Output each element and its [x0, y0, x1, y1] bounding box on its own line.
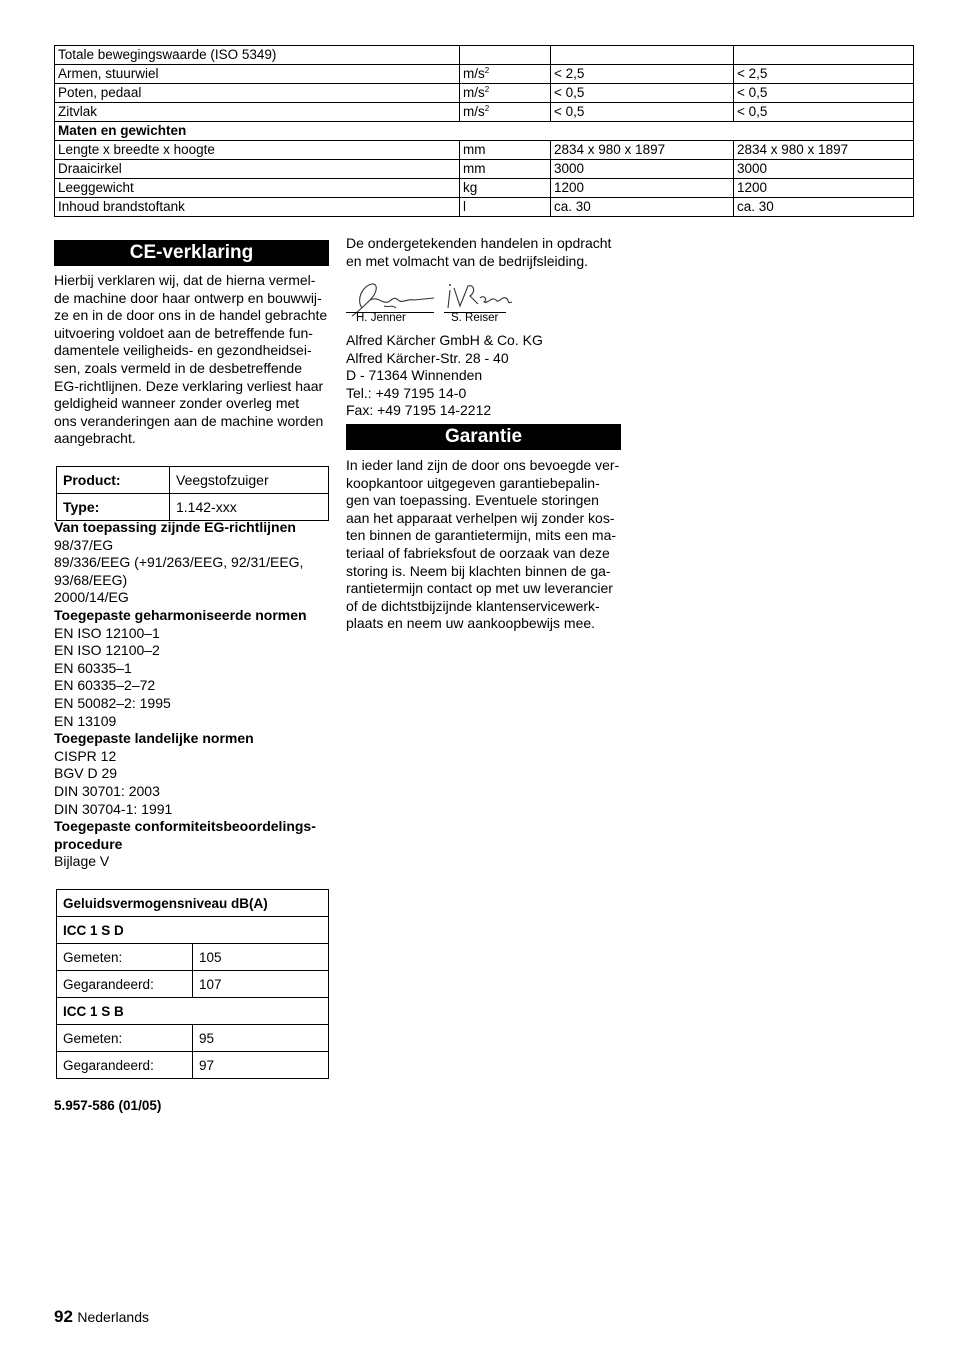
- spec-value-2: [734, 160, 914, 179]
- spec-value-1: [551, 65, 734, 84]
- ce-intro-line: EG-richtlijnen. Deze verklaring verliest haar: [54, 377, 324, 394]
- spec-label-text: Totale bewegingswaarde (ISO 5349): [58, 47, 277, 62]
- noise-group-row: [57, 998, 329, 1025]
- spec-value-1-text: < 0,5: [554, 85, 585, 100]
- spec-value-1-text: ca. 30: [554, 199, 591, 214]
- spec-label-text: Leeggewicht: [58, 180, 134, 195]
- spec-value-1-text: < 0,5: [554, 104, 585, 119]
- spec-value-2-text: 2834 x 980 x 1897: [737, 142, 849, 157]
- noise-heading-row: [57, 890, 329, 917]
- spec-value-2: [734, 46, 914, 65]
- address-line: D - 71364 Winnenden: [346, 367, 483, 384]
- spec-unit: [460, 160, 551, 179]
- garantie-line: teriaal of fabrieksfout de oorzaak van deze: [346, 544, 610, 561]
- spec-table: [54, 45, 914, 217]
- guaranteed-value: 107: [193, 971, 329, 998]
- ce-norms-list: [54, 519, 334, 871]
- spec-label: [55, 179, 460, 198]
- norms-heading: procedure: [54, 835, 123, 852]
- type-label: Type:: [57, 494, 170, 521]
- measured-value: 105: [193, 944, 329, 971]
- norms-item: 2000/14/EG: [54, 589, 129, 606]
- spec-value-2-text: ca. 30: [737, 199, 774, 214]
- norms-heading: Toegepaste geharmoniseerde normen: [54, 606, 307, 623]
- noise-heading: Geluidsvermogensniveau dB(A): [57, 890, 329, 917]
- spec-unit-text: kg: [463, 180, 478, 195]
- spec-row: [55, 46, 914, 65]
- norms-item: EN 60335–1: [54, 659, 132, 676]
- spec-label: [55, 141, 460, 160]
- spec-unit: [460, 179, 551, 198]
- ce-heading: CE-verklaring: [54, 240, 329, 266]
- page-number: 92: [54, 1307, 73, 1326]
- garantie-line: aan het apparaat verhelpen wij zonder kos-: [346, 509, 615, 526]
- spec-row: [55, 65, 914, 84]
- spec-value-2-text: < 0,5: [737, 85, 768, 100]
- norms-item: EN 50082–2: 1995: [54, 694, 171, 711]
- spec-row: [55, 160, 914, 179]
- spec-value-1-text: 2834 x 980 x 1897: [554, 142, 666, 157]
- norms-heading: Toegepaste landelijke normen: [54, 730, 254, 747]
- spec-value-2-text: 1200: [737, 180, 768, 195]
- norms-heading: Van toepassing zijnde EG-richtlijnen: [54, 519, 296, 535]
- garantie-line: gen van toepassing. Eventuele storingen: [346, 492, 599, 509]
- spec-value-2-text: < 2,5: [737, 66, 768, 81]
- noise-guaranteed-row: [57, 971, 329, 998]
- spec-unit-text: m/s: [463, 66, 485, 81]
- signature-intro: [346, 235, 636, 270]
- garantie-line: koopkantoor uitgegeven garantiebepalin-: [346, 474, 600, 491]
- spec-value-2: [734, 141, 914, 160]
- noise-guaranteed-row: [57, 1052, 329, 1079]
- norms-item: 89/336/EEG (+91/263/EEG, 92/31/EEG,: [54, 554, 304, 571]
- unit-superscript: 2: [484, 85, 490, 94]
- spec-label: [55, 46, 460, 65]
- spec-label: [55, 84, 460, 103]
- garantie-line: plaats en neem uw aankoopbewijs mee.: [346, 615, 596, 632]
- spec-label: [55, 103, 460, 122]
- spec-label-text: Zitvlak: [58, 104, 98, 119]
- spec-value-1: [551, 198, 734, 217]
- norms-item: EN 13109: [54, 712, 117, 729]
- spec-row: [55, 198, 914, 217]
- spec-value-1: [551, 160, 734, 179]
- garantie-line: of de dichtstbijzijnde klantenservicewerk-: [346, 597, 600, 614]
- ce-intro: [54, 272, 334, 448]
- spec-label: [55, 198, 460, 217]
- spec-unit-text: mm: [463, 142, 486, 157]
- ce-intro-line: ze en in de door ons in de handel gebrachte: [54, 307, 328, 324]
- garantie-line: rantietermijn contact op met uw leverancier: [346, 580, 613, 597]
- product-value: Veegstofzuiger: [170, 467, 329, 494]
- garantie-heading: Garantie: [346, 424, 621, 450]
- spec-label-text: Poten, pedaal: [58, 85, 142, 100]
- spec-label-text: Inhoud brandstoftank: [58, 199, 185, 214]
- document-number: 5.957-586 (01/05): [54, 1098, 162, 1113]
- spec-value-2: [734, 179, 914, 198]
- address-line: Tel.: +49 7195 14-0: [346, 384, 467, 401]
- spec-row: [55, 84, 914, 103]
- norms-item: EN 60335–2–72: [54, 677, 156, 694]
- spec-value-1-text: 3000: [554, 161, 585, 176]
- signature-intro-line: De ondergetekenden handelen in opdracht: [346, 235, 612, 251]
- spec-value-2: [734, 84, 914, 103]
- norms-heading: Toegepaste conformiteitsbeoordelings-: [54, 818, 316, 835]
- ce-intro-line: uitvoering voldoet aan de betreffende fun-: [54, 324, 313, 341]
- spec-unit: [460, 103, 551, 122]
- signatory-name-2: S. Reiser: [451, 312, 499, 324]
- ce-intro-line: geldigheid wanneer zonder overleg met: [54, 395, 300, 412]
- address-line: Fax: +49 7195 14-2212: [346, 402, 492, 419]
- spec-unit: [460, 84, 551, 103]
- signatory-name-1: H. Jenner: [356, 312, 406, 324]
- spec-unit: [460, 46, 551, 65]
- spec-value-1-text: < 2,5: [554, 66, 585, 81]
- spec-value-1: [551, 84, 734, 103]
- signature-intro-line: en met volmacht van de bedrijfsleiding.: [346, 252, 589, 269]
- unit-superscript: 2: [484, 66, 490, 75]
- norms-item: EN ISO 12100–2: [54, 642, 160, 659]
- spec-section-title: Maten en gewichten: [55, 122, 914, 141]
- noise-table: [56, 889, 329, 1079]
- address-line: Alfred Kärcher-Str. 28 - 40: [346, 349, 509, 366]
- product-label: Product:: [57, 467, 170, 494]
- garantie-text: [346, 457, 636, 633]
- spec-label: [55, 65, 460, 84]
- ce-intro-line: sen, zoals vermeld in de desbetreffende: [54, 359, 303, 376]
- measured-label: Gemeten:: [57, 1025, 193, 1052]
- spec-section-row: [55, 122, 914, 141]
- type-value: 1.142-xxx: [170, 494, 329, 521]
- spec-unit: [460, 198, 551, 217]
- spec-value-1: [551, 141, 734, 160]
- guaranteed-label: Gegarandeerd:: [57, 971, 193, 998]
- ce-intro-line: ons veranderingen aan de machine worden: [54, 412, 324, 429]
- spec-label-text: Lengte x breedte x hoogte: [58, 142, 215, 157]
- ce-intro-line: damentele veiligheids- en gezondheidsei-: [54, 342, 312, 359]
- norms-item: 93/68/EEG): [54, 571, 128, 588]
- garantie-line: storing is. Neem bij klachten binnen de ga-: [346, 562, 611, 579]
- spec-value-2: [734, 198, 914, 217]
- spec-value-2: [734, 65, 914, 84]
- norms-item: 98/37/EG: [54, 536, 114, 553]
- spec-value-2-text: 3000: [737, 161, 768, 176]
- spec-value-2-text: < 0,5: [737, 104, 768, 119]
- ce-intro-line: de machine door haar ontwerp en bouwwij-: [54, 289, 322, 306]
- page-footer: [54, 1307, 149, 1327]
- unit-superscript: 2: [484, 104, 490, 113]
- spec-value-1-text: 1200: [554, 180, 585, 195]
- company-address: [346, 332, 636, 420]
- norms-item: Bijlage V: [54, 853, 110, 870]
- norms-item: DIN 30701: 2003: [54, 782, 160, 799]
- spec-value-1: [551, 46, 734, 65]
- spec-row: [55, 179, 914, 198]
- spec-unit-text: m/s: [463, 85, 485, 100]
- norms-item: DIN 30704-1: 1991: [54, 800, 173, 817]
- noise-group-row: [57, 917, 329, 944]
- guaranteed-label: Gegarandeerd:: [57, 1052, 193, 1079]
- spec-value-2: [734, 103, 914, 122]
- spec-unit-text: l: [463, 199, 466, 214]
- spec-row: [55, 141, 914, 160]
- address-line: Alfred Kärcher GmbH & Co. KG: [346, 332, 543, 348]
- noise-measured-row: [57, 944, 329, 971]
- spec-value-1: [551, 179, 734, 198]
- spec-label-text: Armen, stuurwiel: [58, 66, 159, 81]
- spec-unit-text: m/s: [463, 104, 485, 119]
- measured-value: 95: [193, 1025, 329, 1052]
- footer-language: Nederlands: [77, 1309, 149, 1325]
- noise-measured-row: [57, 1025, 329, 1052]
- ce-intro-line: aangebracht.: [54, 430, 136, 447]
- norms-item: EN ISO 12100–1: [54, 624, 160, 641]
- spec-label: [55, 160, 460, 179]
- spec-unit-text: mm: [463, 161, 486, 176]
- garantie-line: ten binnen de garantietermijn, mits een ma-: [346, 527, 617, 544]
- product-type-table: [56, 466, 329, 521]
- measured-label: Gemeten:: [57, 944, 193, 971]
- guaranteed-value: 97: [193, 1052, 329, 1079]
- spec-label-text: Draaicirkel: [58, 161, 122, 176]
- spec-unit: [460, 141, 551, 160]
- spec-row: [55, 103, 914, 122]
- noise-group-name: ICC 1 S D: [57, 917, 329, 944]
- spec-value-1: [551, 103, 734, 122]
- ce-intro-line: Hierbij verklaren wij, dat de hierna vermel-: [54, 272, 316, 288]
- norms-item: BGV D 29: [54, 765, 118, 782]
- spec-unit: [460, 65, 551, 84]
- garantie-line: In ieder land zijn de door ons bevoegde ver-: [346, 457, 620, 473]
- norms-item: CISPR 12: [54, 747, 117, 764]
- noise-group-name: ICC 1 S B: [57, 998, 329, 1025]
